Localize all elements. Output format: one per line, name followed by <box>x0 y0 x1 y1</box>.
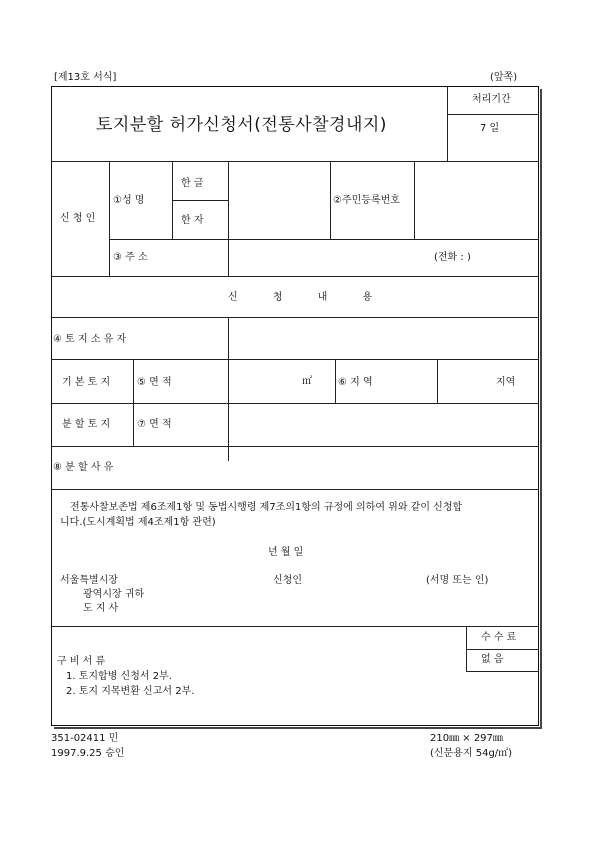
fee-value: 없 음 <box>481 654 504 665</box>
divider <box>466 671 539 672</box>
divider <box>109 161 110 276</box>
paper-size: 210㎜ × 297㎜ <box>430 733 503 744</box>
zone-field[interactable] <box>438 360 538 402</box>
address-label: ③ 주 소 <box>113 252 148 263</box>
land-owner-label: ④ 토 지 소 유 자 <box>53 334 127 345</box>
divider <box>330 161 331 239</box>
processing-period-label: 처리기간 <box>472 94 511 105</box>
recipient-metro: 광역시장 귀하 <box>83 589 145 600</box>
attachment-item-1: 1. 토지합병 신청서 2부. <box>66 671 172 682</box>
land-owner-field[interactable] <box>229 318 538 358</box>
declaration-line-1: 전통사찰보존법 제6조제1항 및 동법시행령 제7조의1항의 규정에 의하여 위와 같이 신청합 <box>70 502 463 513</box>
form-code: 351-02411 민 <box>51 733 119 744</box>
zone-unit: 지역 <box>496 377 516 388</box>
processing-period-value: 7 일 <box>480 123 500 134</box>
recipient-seoul: 서울특별시장 <box>60 575 118 586</box>
split-land-label: 분 할 토 지 <box>62 419 111 430</box>
area-5-label: ⑤ 면 적 <box>137 377 172 388</box>
content-header: 신 청 내 용 <box>228 292 389 303</box>
phone-label: (전화 : ) <box>434 252 471 263</box>
applicant-signature-field[interactable] <box>310 572 420 588</box>
divider <box>51 489 539 490</box>
base-land-label: 기 본 토 지 <box>62 377 111 388</box>
base-area-field[interactable] <box>229 360 334 402</box>
paper-type: (신문용지 54g/㎡) <box>430 748 513 759</box>
applicant-sign-label: 신청인 <box>273 575 302 586</box>
attachment-item-2: 2. 토지 지목변환 신고서 2부. <box>66 686 195 697</box>
area-unit: ㎡ <box>302 376 312 387</box>
hangul-label: 한 글 <box>181 178 204 189</box>
divider <box>51 276 539 277</box>
hanja-label: 한 자 <box>181 215 204 226</box>
form-title: 토지분할 허가신청서(전통사찰경내지) <box>96 115 387 135</box>
split-reason-field[interactable] <box>229 447 538 489</box>
page-side: (앞쪽) <box>490 72 518 83</box>
divider <box>335 359 336 403</box>
zone-label: ⑥ 지 역 <box>338 377 373 388</box>
split-reason-label: ⑧ 분 할 사 유 <box>53 462 114 473</box>
signature-note: (서명 또는 인) <box>426 575 489 586</box>
area-7-label: ⑦ 면 적 <box>137 419 172 430</box>
applicant-section-label: 신 청 인 <box>60 213 96 224</box>
name-label: ①성 명 <box>113 195 145 206</box>
split-area-field[interactable] <box>229 404 538 445</box>
divider <box>447 86 448 161</box>
rrn-label: ②주민등록번호 <box>333 195 400 206</box>
form-number: [제13호 서식] <box>54 72 117 83</box>
fee-label: 수 수 료 <box>481 632 517 643</box>
address-field[interactable] <box>229 240 429 275</box>
attachments-label: 구 비 서 류 <box>57 656 106 667</box>
approval-date: 1997.9.25 승인 <box>51 748 125 759</box>
recipient-governor: 도 지 사 <box>83 603 119 614</box>
declaration-line-2: 니다.(도시계획법 제4조제1항 관련) <box>60 517 216 528</box>
divider <box>172 200 228 201</box>
rrn-field[interactable] <box>415 162 538 238</box>
divider <box>447 114 539 115</box>
name-hangul-field[interactable] <box>229 162 329 199</box>
divider <box>466 649 539 650</box>
declaration-date: 년 월 일 <box>268 547 304 558</box>
name-hanja-field[interactable] <box>229 201 329 238</box>
